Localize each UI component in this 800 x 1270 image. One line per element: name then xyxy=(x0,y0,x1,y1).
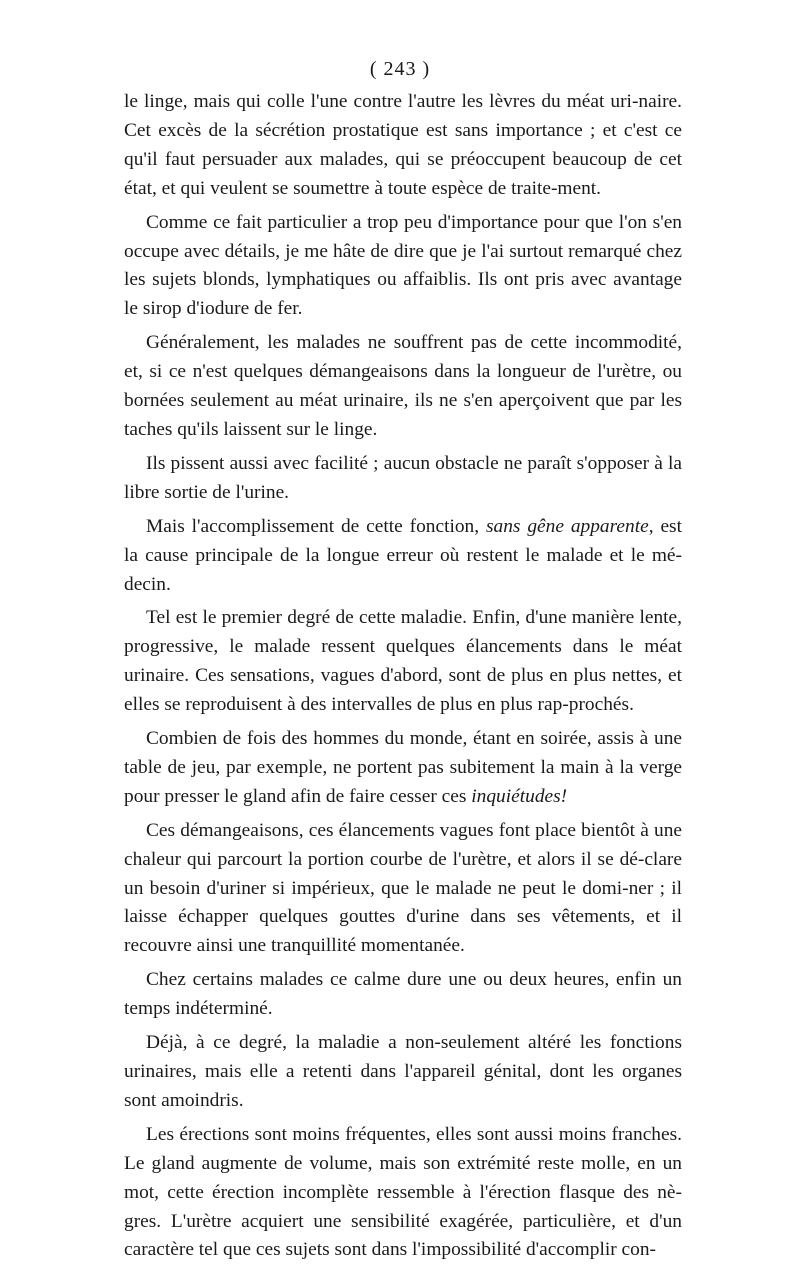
text-run: Mais l'accomplissement de cette fonction, xyxy=(146,515,486,537)
text-run: Tel est le premier degré de cette maladie. Enfin, d'une manière lente, progressive, le malade ressent quelques élancements dans le méat urinaire. Ces sensations, vagues d'abord, sont de plus en plus nettes, et elles se reproduisent à des intervalles de plus en plus rap-prochés. xyxy=(124,607,682,716)
paragraph xyxy=(124,450,682,508)
paragraph xyxy=(124,329,682,445)
paragraph xyxy=(124,513,682,600)
text-run: Généralement, les malades ne souffrent pas de cette incommodité, et, si ce n'est quelques démangeaisons dans la longueur de l'urètre, ou bornées seulement au méat urinaire, ils ne s'en aperçoivent que par les taches qu'ils laissent sur le linge. xyxy=(124,332,682,440)
paragraph xyxy=(124,966,682,1024)
paragraph xyxy=(124,209,682,325)
page-number: ( 243 ) xyxy=(369,58,431,80)
text-run: Ces démangeaisons, ces élancements vagues font place bientôt à une chaleur qui parcourt la portion courbe de l'urètre, et alors il se dé-clare un besoin d'uriner si impérieux, que le malade ne peut le domi-ner ; il laisse échapper quelques gouttes d'urine dans ses vêtements, et il recouvre ainsi une tranquillité momentanée. xyxy=(124,819,682,957)
text-run: le linge, mais qui colle l'une contre l'autre les lèvres du méat uri-naire. Cet excès de la sécrétion prostatique est sans importance ; et c'est ce qu'il faut persuader aux malades, qui se préoccupent beaucoup de cet état, et qui veulent se soumettre à toute espèce de traite-ment. xyxy=(124,91,682,199)
paragraph xyxy=(124,604,682,720)
paragraph xyxy=(124,817,682,962)
text-run: Chez certains malades ce calme dure une ou deux heures, enfin un temps indéterminé. xyxy=(124,969,682,1020)
text-run: Ils pissent aussi avec facilité ; aucun obstacle ne paraît s'opposer à la libre sortie de l'urine. xyxy=(124,452,682,503)
paragraph xyxy=(124,725,682,812)
italic-text-run: sans gêne apparente xyxy=(485,515,649,537)
body-text xyxy=(124,88,682,1270)
paragraph xyxy=(124,1121,682,1266)
paragraph xyxy=(124,88,682,204)
text-run: , est la cause principale de la longue erreur où restent le malade et le mé-decin. xyxy=(124,515,682,595)
text-run: Combien de fois des hommes du monde, étant en soirée, assis à une table de jeu, par exemple, ne portent pas subitement la main à la verge pour presser le gland afin de faire cesser ces xyxy=(124,728,682,807)
paragraph xyxy=(124,1029,682,1116)
text-run: Comme ce fait particulier a trop peu d'importance pour que l'on s'en occupe avec détails, je me hâte de dire que je l'ai surtout remarqué chez les sujets blonds, lymphatiques ou affaiblis. Ils ont pris avec avantage le sirop d'iodure de fer. xyxy=(124,211,682,320)
italic-text-run: inquiétudes! xyxy=(471,785,568,807)
text-run: Déjà, à ce degré, la maladie a non-seulement altéré les fonctions urinaires, mais elle a retenti dans l'appareil génital, dont les organes sont amoindris. xyxy=(124,1032,682,1111)
text-run: Les érections sont moins fréquentes, elles sont aussi moins franches. Le gland augmente de volume, mais son extrémité reste molle, en un mot, cette érection incomplète ressemble à l'érection flasque des nè-gres. L'urètre acquiert une sensibilité exagérée, particulière, et d'un caractère tel que ces sujets sont dans l'impossibilité d'accomplir con- xyxy=(124,1123,682,1261)
